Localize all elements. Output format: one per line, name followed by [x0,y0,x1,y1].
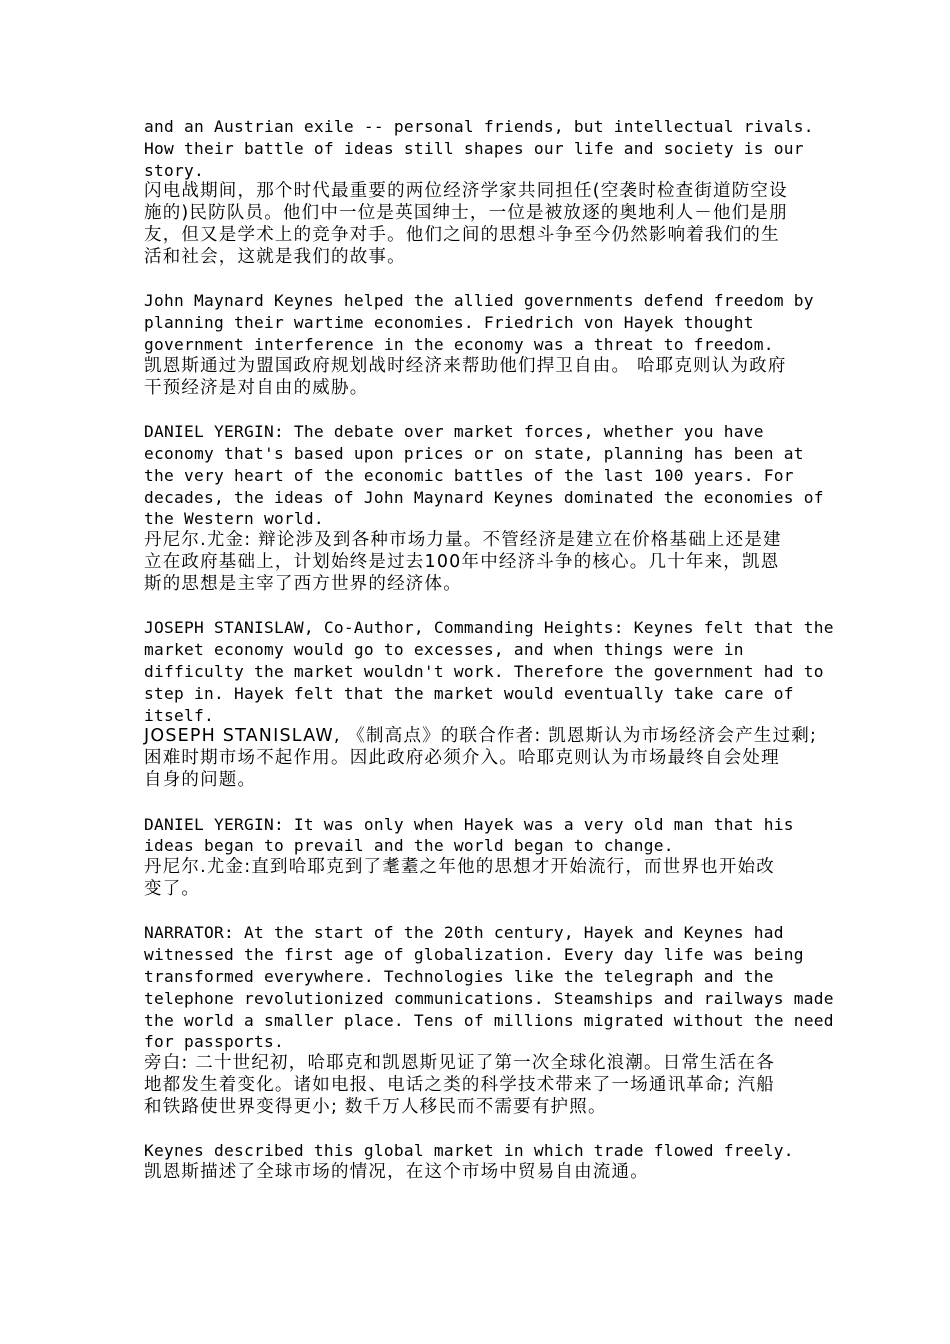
chinese-line: 活和社会，这就是我们的故事。 [144,246,406,267]
english-line: telephone revolutionized communications. Steamships and railways made [144,988,834,1008]
chinese-line: 友，但又是学术上的竞争对手。他们之间的思想斗争至今仍然影响着我们的生 [144,224,780,245]
paragraph-spacer [144,1119,824,1141]
chinese-line: 困难时期市场不起作用。因此政府必须介入。哈耶克则认为市场最终自会处理 [144,748,780,769]
english-line: DANIEL YERGIN: The debate over market forces, whether you have [144,422,764,442]
english-line: itself. [144,705,214,725]
paragraph-spacer [144,901,824,923]
english-line: the very heart of the economic battles of the last 100 years. For [144,465,794,485]
chinese-line: 自身的问题。 [144,769,257,790]
paragraph-yergin-debate [144,421,824,595]
english-line: John Maynard Keynes helped the allied governments defend freedom by [144,291,814,311]
english-line: story. [144,160,204,180]
english-line: market economy would go to excesses, and when things were in [144,640,744,660]
chinese-line: 变了。 [144,878,201,899]
chinese-line: 凯恩斯描述了全球市场的情况，在这个市场中贸易自由流通。 [144,1162,649,1183]
english-line: the Western world. [144,509,324,529]
paragraph-spacer [144,596,824,618]
english-line: transformed everywhere. Technologies like the telegraph and the [144,967,774,987]
paragraph-spacer [144,269,824,291]
paragraph-hayek-keynes-intro [144,116,824,269]
chinese-line: 斯的思想是主宰了西方世界的经济体。 [144,573,462,594]
chinese-line: 旁白: 二十世纪初，哈耶克和凯恩斯见证了第一次全球化浪潮。日常生活在各 [144,1053,775,1074]
english-line: Keynes described this global market in which trade flowed freely. [144,1141,794,1161]
english-line: ideas began to prevail and the world began to change. [144,836,674,856]
english-line: planning their wartime economies. Friedrich von Hayek thought [144,313,754,333]
english-line: witnessed the first age of globalization. Every day life was being [144,945,804,965]
paragraph-wartime-economies [144,290,824,399]
paragraph-spacer [144,792,824,814]
english-line: for passports. [144,1032,284,1052]
chinese-line: 地都发生着变化。诸如电报、电话之类的科学技术带来了一场通讯革命; 汽船 [144,1075,775,1096]
chinese-line: 丹尼尔.尤金:直到哈耶克到了耄耋之年他的思想才开始流行，而世界也开始改 [144,857,775,878]
chinese-line: 干预经济是对自由的威胁。 [144,377,369,398]
english-line: How their battle of ideas still shapes our life and society is our [144,138,804,158]
english-line: JOSEPH STANISLAW, Co-Author, Commanding Heights: Keynes felt that the [144,618,834,638]
paragraph-narrator-globalization [144,922,834,1118]
english-line: government interference in the economy was a threat to freedom. [144,334,774,354]
english-line: and an Austrian exile -- personal friends, but intellectual rivals. [144,117,814,136]
document-page [144,116,834,1184]
chinese-line: 和铁路使世界变得更小; 数千万人移民而不需要有护照。 [144,1096,607,1117]
paragraph-global-market [144,1140,824,1184]
chinese-line: 闪电战期间，那个时代最重要的两位经济学家共同担任(空袭时检查街道防空设 [144,181,788,202]
paragraph-stanislaw [144,617,834,791]
english-line: economy that's based upon prices or on state, planning has been at [144,443,804,463]
chinese-line: 凯恩斯通过为盟国政府规划战时经济来帮助他们捍卫自由。 哈耶克则认为政府 [144,355,787,376]
chinese-line: 施的)民防队员。他们中一位是英国绅士，一位是被放逐的奥地利人－他们是朋 [144,203,788,224]
english-line: decades, the ideas of John Maynard Keynes dominated the economies of [144,487,824,507]
paragraph-spacer [144,399,824,421]
chinese-line: 丹尼尔.尤金: 辩论涉及到各种市场力量。不管经济是建立在价格基础上还是建 [144,530,782,551]
english-line: step in. Hayek felt that the market would eventually take care of [144,683,794,703]
chinese-line: JOSEPH STANISLAW, 《制高点》的联合作者: 凯恩斯认为市场经济会产生过剩; [144,726,818,747]
chinese-line: 立在政府基础上，计划始终是过去100年中经济斗争的核心。几十年来，凯恩 [144,551,780,572]
english-line: difficulty the market wouldn't work. Therefore the government had to [144,661,824,681]
english-line: DANIEL YERGIN: It was only when Hayek was a very old man that his [144,814,794,834]
english-line: NARRATOR: At the start of the 20th century, Hayek and Keynes had [144,923,784,943]
paragraph-yergin-hayek-old [144,814,824,901]
english-line: the world a smaller place. Tens of millions migrated without the need [144,1010,834,1030]
